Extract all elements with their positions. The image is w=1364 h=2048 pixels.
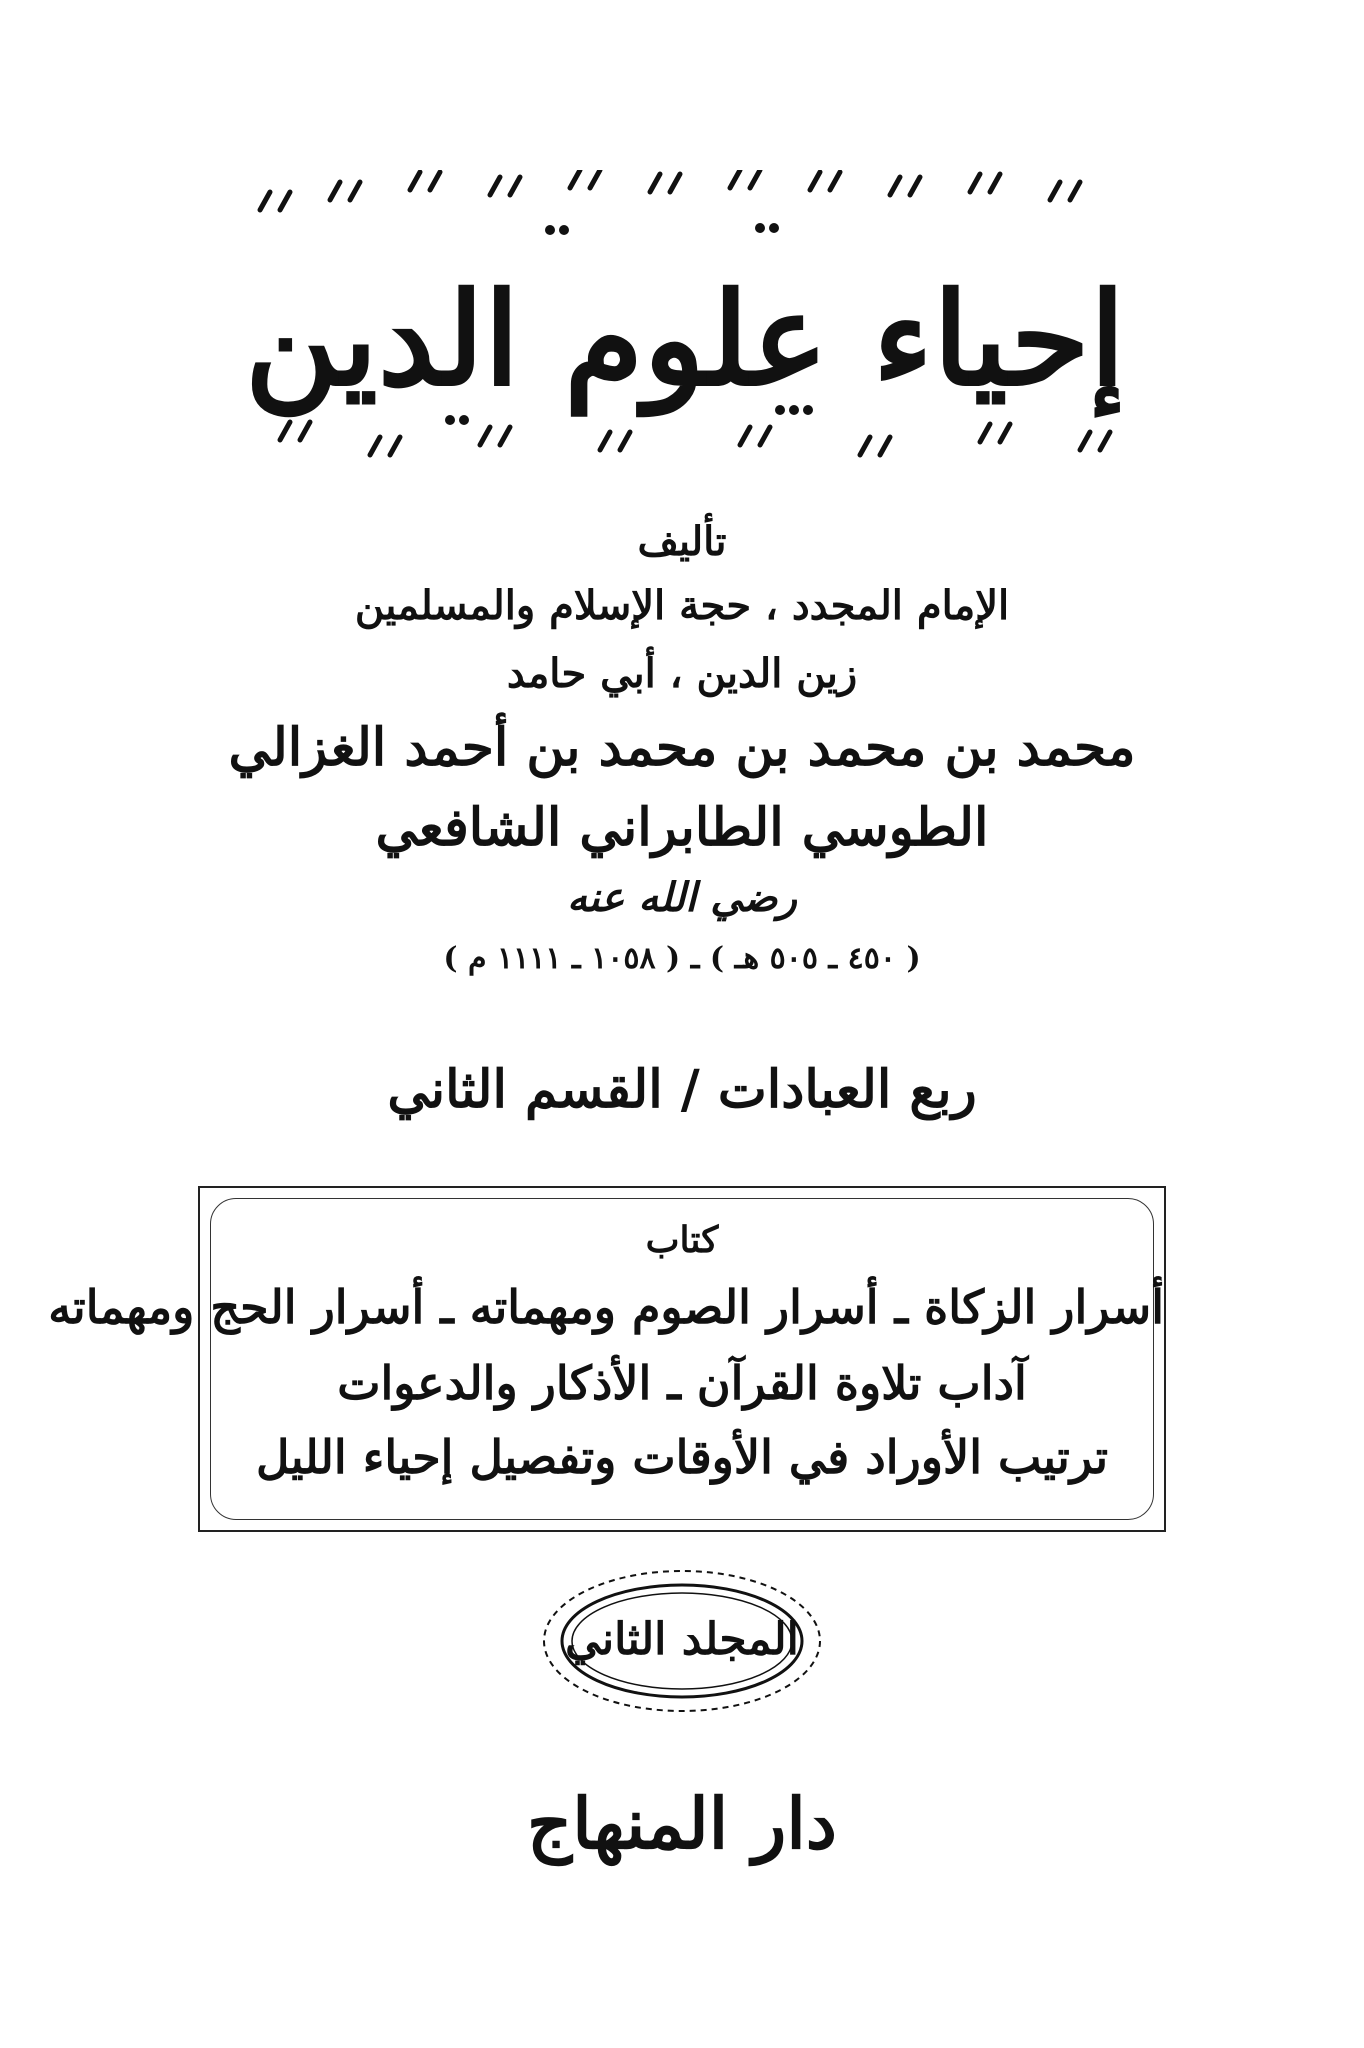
author-nisba: الطوسي الطابراني الشافعي [375, 797, 989, 858]
author-dates: ( ٤٥٠ ـ ٥٠٥ هـ ) ـ ( ١٠٥٨ ـ ١١١١ م ) [443, 941, 921, 976]
book-title-calligraphy [220, 170, 1150, 470]
quarter-subtitle: ربع العبادات / القسم الثاني [387, 1059, 977, 1120]
authorship-label: تأليف [637, 518, 727, 565]
publisher-name: دار المنهاج [527, 1782, 837, 1865]
author-honorific: الإمام المجدد ، حجة الإسلام والمسلمين [354, 582, 1010, 629]
volume-label: المجلد الثاني [565, 1614, 799, 1665]
book-title: إحياء علوم الدين [244, 265, 1126, 415]
author-laqab: زين الدين ، أبي حامد [506, 650, 858, 697]
contents-line-3: ترتيب الأوراد في الأوقات وتفصيل إحياء الليل [255, 1430, 1109, 1484]
contents-line-1: أسرار الزكاة ـ أسرار الصوم ومهماته ـ أسرار الحج ومهماته [48, 1280, 1164, 1334]
contents-line-2: آداب تلاوة القرآن ـ الأذكار والدعوات [337, 1356, 1027, 1410]
volume-cartouche [535, 1562, 829, 1720]
contents-box [48, 1186, 1166, 1532]
author-blessing: رضي الله عنه [567, 874, 797, 921]
author-name: محمد بن محمد بن محمد بن أحمد الغزالي [228, 717, 1136, 778]
contents-label: كتاب [645, 1219, 719, 1261]
